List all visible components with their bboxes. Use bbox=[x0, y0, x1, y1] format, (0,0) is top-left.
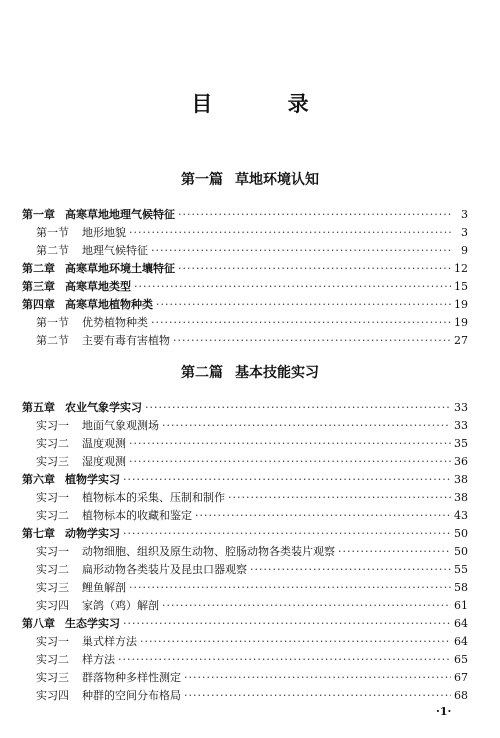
part-name: 基本技能实习 bbox=[235, 365, 319, 381]
entry-title: 样方法 bbox=[82, 653, 115, 666]
entry-page: 50 bbox=[454, 545, 468, 558]
dot-leader bbox=[129, 455, 451, 468]
entry-number: 第一节 bbox=[36, 226, 69, 239]
entry-title: 高寒草地地理气候特征 bbox=[65, 208, 175, 221]
dot-leader bbox=[195, 509, 451, 522]
toc-entry[interactable] bbox=[36, 222, 468, 239]
entry-page: 15 bbox=[454, 280, 468, 293]
dot-leader bbox=[228, 491, 451, 504]
part-number: 第一篇 bbox=[181, 172, 223, 188]
dot-leader bbox=[151, 316, 451, 329]
toc-entry[interactable] bbox=[36, 451, 468, 468]
part-name: 草地环境认知 bbox=[235, 172, 319, 188]
entry-page: 58 bbox=[454, 581, 468, 594]
entry-title: 主要有毒有害植物 bbox=[82, 334, 170, 347]
entry-title: 动物学实习 bbox=[65, 527, 120, 540]
entry-title: 优势植物种类 bbox=[82, 316, 148, 329]
entry-title: 群落物种多样性测定 bbox=[82, 671, 181, 684]
page-number: ·1· bbox=[436, 705, 452, 718]
dot-leader bbox=[162, 419, 451, 432]
toc-entry[interactable] bbox=[36, 631, 468, 648]
part-heading bbox=[0, 362, 500, 382]
entry-number: 第一节 bbox=[36, 316, 69, 329]
toc-entry[interactable] bbox=[36, 433, 468, 450]
toc-entry[interactable] bbox=[22, 258, 468, 275]
entry-number: 第三章 bbox=[22, 280, 55, 293]
entry-page: 38 bbox=[454, 473, 468, 486]
entry-number: 第二节 bbox=[36, 334, 69, 347]
toc-entry[interactable] bbox=[36, 685, 468, 702]
entry-number: 实习二 bbox=[36, 509, 69, 522]
entry-title: 扁形动物各类装片及昆虫口器观察 bbox=[82, 563, 247, 576]
dot-leader bbox=[338, 545, 451, 558]
toc-entry[interactable] bbox=[36, 595, 468, 612]
dot-leader bbox=[250, 563, 451, 576]
dot-leader bbox=[140, 635, 451, 648]
dot-leader bbox=[178, 262, 451, 275]
entry-number: 第一章 bbox=[22, 208, 55, 221]
entry-title: 动物细胞、组织及原生动物、腔肠动物各类装片观察 bbox=[82, 545, 335, 558]
entry-number: 第五章 bbox=[22, 401, 55, 414]
entry-page: 3 bbox=[461, 226, 468, 239]
entry-number: 实习一 bbox=[36, 545, 69, 558]
dot-leader bbox=[184, 671, 451, 684]
dot-leader bbox=[145, 401, 451, 414]
entry-number: 第七章 bbox=[22, 527, 55, 540]
entry-page: 43 bbox=[454, 509, 468, 522]
toc-entry[interactable] bbox=[36, 415, 468, 432]
toc-entry[interactable] bbox=[36, 649, 468, 666]
entry-number: 实习四 bbox=[36, 689, 69, 702]
entry-number: 第六章 bbox=[22, 473, 55, 486]
toc-entry[interactable] bbox=[36, 667, 468, 684]
entry-page: 12 bbox=[454, 262, 468, 275]
toc-entry[interactable] bbox=[22, 397, 468, 414]
dot-leader bbox=[134, 280, 451, 293]
entry-number: 第二章 bbox=[22, 262, 55, 275]
entry-page: 35 bbox=[454, 437, 468, 450]
dot-leader bbox=[156, 298, 451, 311]
toc-entry[interactable] bbox=[36, 312, 468, 329]
entry-number: 实习三 bbox=[36, 581, 69, 594]
entry-title: 湿度观测 bbox=[82, 455, 126, 468]
toc-entry[interactable] bbox=[22, 294, 468, 311]
entry-page: 36 bbox=[454, 455, 468, 468]
part-number: 第二篇 bbox=[181, 365, 223, 381]
entry-page: 50 bbox=[454, 527, 468, 540]
entry-page: 19 bbox=[454, 316, 468, 329]
dot-leader bbox=[162, 599, 451, 612]
page-title: 目 录 bbox=[191, 91, 343, 116]
toc-entry[interactable] bbox=[36, 330, 468, 347]
toc-entry[interactable] bbox=[36, 487, 468, 504]
entry-page: 33 bbox=[454, 419, 468, 432]
dot-leader bbox=[129, 437, 451, 450]
entry-title: 高寒草地类型 bbox=[65, 280, 131, 293]
toc-entry[interactable] bbox=[22, 523, 468, 540]
entry-number: 实习三 bbox=[36, 455, 69, 468]
entry-page: 67 bbox=[454, 671, 468, 684]
dot-leader bbox=[178, 208, 453, 221]
toc-entry[interactable] bbox=[22, 276, 468, 293]
entry-title: 生态学实习 bbox=[65, 617, 120, 630]
toc-entry[interactable] bbox=[22, 469, 468, 486]
entry-page: 61 bbox=[454, 599, 468, 612]
entry-number: 第四章 bbox=[22, 298, 55, 311]
dot-leader bbox=[184, 689, 451, 702]
entry-title: 植物标本的收藏和鉴定 bbox=[82, 509, 192, 522]
entry-page: 33 bbox=[454, 401, 468, 414]
entry-page: 64 bbox=[454, 617, 468, 630]
entry-number: 实习二 bbox=[36, 563, 69, 576]
entry-title: 地面气象观测场 bbox=[82, 419, 159, 432]
entry-title: 高寒草地植物种类 bbox=[65, 298, 153, 311]
dot-leader bbox=[129, 226, 453, 239]
entry-number: 第二节 bbox=[36, 244, 69, 257]
entry-title: 高寒草地环境土壤特征 bbox=[65, 262, 175, 275]
dot-leader bbox=[123, 527, 451, 540]
entry-page: 65 bbox=[454, 653, 468, 666]
dot-leader bbox=[123, 473, 451, 486]
dot-leader bbox=[173, 334, 451, 347]
toc-entry[interactable] bbox=[36, 505, 468, 522]
entry-page: 64 bbox=[454, 635, 468, 648]
entry-page: 38 bbox=[454, 491, 468, 504]
entry-page: 9 bbox=[461, 244, 468, 257]
dot-leader bbox=[129, 581, 451, 594]
entry-page: 68 bbox=[454, 689, 468, 702]
entry-number: 第八章 bbox=[22, 617, 55, 630]
entry-title: 巢式样方法 bbox=[82, 635, 137, 648]
entry-number: 实习四 bbox=[36, 599, 69, 612]
toc-entry[interactable] bbox=[36, 541, 468, 558]
entry-title: 植物学实习 bbox=[65, 473, 120, 486]
toc-entry[interactable] bbox=[22, 204, 468, 221]
entry-number: 实习三 bbox=[36, 671, 69, 684]
entry-title: 植物标本的采集、压制和制作 bbox=[82, 491, 225, 504]
entry-page: 3 bbox=[461, 208, 468, 221]
toc-entry[interactable] bbox=[36, 559, 468, 576]
entry-title: 家鸽（鸡）解剖 bbox=[82, 599, 159, 612]
dot-leader bbox=[151, 244, 453, 257]
entry-title: 地形地貌 bbox=[82, 226, 126, 239]
dot-leader bbox=[118, 653, 451, 666]
entry-number: 实习一 bbox=[36, 419, 69, 432]
part-heading bbox=[0, 169, 500, 189]
toc-entry[interactable] bbox=[22, 613, 468, 630]
entry-title: 温度观测 bbox=[82, 437, 126, 450]
entry-title: 农业气象学实习 bbox=[65, 401, 142, 414]
entry-number: 实习一 bbox=[36, 635, 69, 648]
entry-title: 种群的空间分布格局 bbox=[82, 689, 181, 702]
entry-page: 55 bbox=[454, 563, 468, 576]
toc-entry[interactable] bbox=[36, 577, 468, 594]
entry-title: 地理气候特征 bbox=[82, 244, 148, 257]
entry-number: 实习一 bbox=[36, 491, 69, 504]
toc-entry[interactable] bbox=[36, 240, 468, 257]
entry-title: 鲤鱼解剖 bbox=[82, 581, 126, 594]
entry-page: 27 bbox=[454, 334, 468, 347]
dot-leader bbox=[123, 617, 451, 630]
entry-number: 实习二 bbox=[36, 437, 69, 450]
entry-number: 实习二 bbox=[36, 653, 69, 666]
entry-page: 19 bbox=[454, 298, 468, 311]
